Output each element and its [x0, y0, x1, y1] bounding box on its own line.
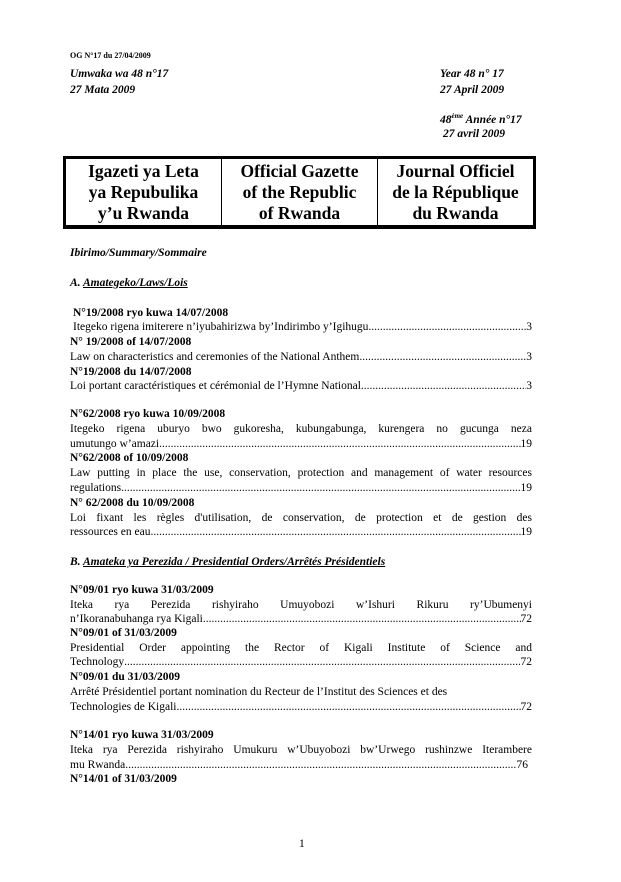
- english-issue: Year 48 n° 17: [440, 68, 504, 80]
- toc-entry: Law on characteristics and ceremonies of the National Anthem ..... 3: [70, 351, 532, 363]
- french-date: 27 avril 2009: [443, 128, 505, 140]
- english-date: 27 April 2009: [440, 84, 505, 96]
- entry-number: N°19/2008 ryo kuwa 14/07/2008: [73, 307, 229, 319]
- entry-number: N°62/2008 of 10/09/2008: [70, 452, 189, 464]
- toc-entry-text: Law putting in place the use, conservation, protection and management of water resources: [70, 467, 532, 479]
- entry-number: N°14/01 of 31/03/2009: [70, 773, 177, 785]
- gazette-title-box: [63, 156, 536, 229]
- title-kinyarwanda: Igazeti ya Leta ya Repubulika y’u Rwanda: [88, 160, 199, 223]
- toc-entry: Itegeko rigena imiterere n’iyubahirizwa by’Indirimbo y’Igihugu ..... 3: [73, 321, 532, 333]
- entry-number: N°09/01 ryo kuwa 31/03/2009: [70, 584, 214, 596]
- toc-entry: umutungo w’amazi ..... 19: [70, 438, 532, 450]
- toc-entry-text: Loi fixant les règles d'utilisation, de conservation, de protection et de gestion des: [70, 512, 532, 524]
- toc-entry: n’Ikoranabuhanga rya Kigali ..... 72: [70, 613, 532, 625]
- summary-heading: Ibirimo/Summary/Sommaire: [70, 247, 207, 259]
- title-english: Official Gazette of the Republic of Rwanda: [221, 159, 377, 225]
- og-reference: OG N°17 du 27/04/2009: [70, 51, 151, 60]
- section-a-heading: A. Amategeko/Laws/Lois: [70, 277, 188, 289]
- entry-number: N° 19/2008 of 14/07/2008: [70, 336, 192, 348]
- toc-entry: Technologies de Kigali ..... 72: [70, 701, 532, 713]
- toc-entry-text: Presidential Order appointing the Rector of Kigali Institute of Science and: [70, 642, 532, 654]
- entry-number: N°19/2008 du 14/07/2008: [70, 366, 192, 378]
- entry-number: N°62/2008 ryo kuwa 10/09/2008: [70, 408, 226, 420]
- toc-entry-text: Iteka rya Perezida rishyiraho Umukuru w’Ubuyobozi bw’Urwego rushinzwe Iterambere: [70, 744, 532, 756]
- toc-entry-text: Arrêté Présidentiel portant nomination du Recteur de l’Institut des Sciences et des: [70, 686, 448, 698]
- toc-entry: Loi portant caractéristiques et cérémonial de l’Hymne National ..... 3: [70, 380, 532, 392]
- entry-number: N°09/01 of 31/03/2009: [70, 627, 177, 639]
- toc-entry: Technology ..... 72: [70, 656, 532, 668]
- kinyarwanda-issue: Umwaka wa 48 n°17: [70, 68, 169, 80]
- french-issue: 48ème Année n°17: [440, 112, 522, 126]
- entry-number: N°14/01 ryo kuwa 31/03/2009: [70, 729, 214, 741]
- toc-entry: ressources en eau ..... 19: [70, 526, 532, 538]
- entry-number: N° 62/2008 du 10/09/2008: [70, 497, 195, 509]
- page-number: 1: [299, 838, 305, 850]
- title-french: Journal Officiel de la République du Rwanda: [377, 159, 533, 225]
- toc-entry-text: Itegeko rigena uburyo bwo gukoresha, kubungabunga, kurengera no gucunga neza: [70, 423, 532, 435]
- section-b-heading: B. Amateka ya Perezida / Presidential Orders/Arrêtés Présidentiels: [70, 556, 386, 568]
- entry-number: N°09/01 du 31/03/2009: [70, 671, 181, 683]
- kinyarwanda-date: 27 Mata 2009: [70, 84, 136, 96]
- toc-entry: regulations ..... 19: [70, 482, 532, 494]
- toc-entry-text: Iteka rya Perezida rishyiraho Umuyobozi w’Ishuri Rikuru ry’Ubumenyi: [70, 599, 532, 611]
- toc-entry: mu Rwanda ..... 76: [70, 759, 528, 771]
